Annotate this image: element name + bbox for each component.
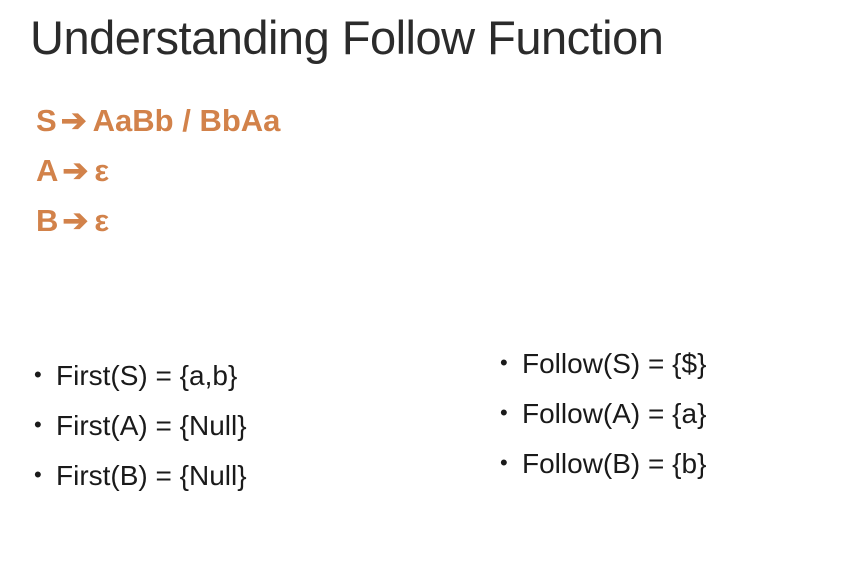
right-arrow-icon: ➔ [62,153,89,189]
list-item-label: Follow(B) = {b} [522,448,707,480]
grammar-rule-lhs: B [36,203,59,239]
bullet-icon: • [500,350,508,375]
grammar-rule-lhs: S [36,103,57,138]
list-item [500,398,706,430]
bullet-icon: • [500,400,508,426]
grammar-rule-rhs: AaBb / BbAa [92,103,281,138]
bullet-icon: • [34,462,42,488]
grammar-rule-lhs: A [36,153,59,189]
bullet-icon: • [500,450,508,476]
list-item [34,460,247,492]
first-set-list [34,360,247,511]
list-item [500,348,706,380]
bullet-icon: • [34,412,42,438]
list-item-label: Follow(S) = {$} [522,348,707,379]
list-item [34,410,247,442]
list-item-label: First(S) = {a,b} [56,360,238,391]
grammar-rule [36,196,280,246]
grammar-rule [36,146,280,196]
grammar-rule-rhs: ε [94,153,110,189]
list-item-label: First(B) = {Null} [56,460,247,492]
right-arrow-icon: ➔ [62,203,89,239]
page-title: Understanding Follow Function [30,11,664,64]
list-item [34,360,247,392]
follow-set-list [500,348,706,499]
list-item-label: First(A) = {Null} [56,410,247,442]
bullet-icon: • [34,362,42,387]
grammar-block [36,96,280,247]
list-item-label: Follow(A) = {a} [522,398,707,430]
grammar-rule [36,96,280,146]
list-item [500,448,706,480]
right-arrow-icon: ➔ [60,103,87,138]
grammar-rule-rhs: ε [94,203,110,239]
